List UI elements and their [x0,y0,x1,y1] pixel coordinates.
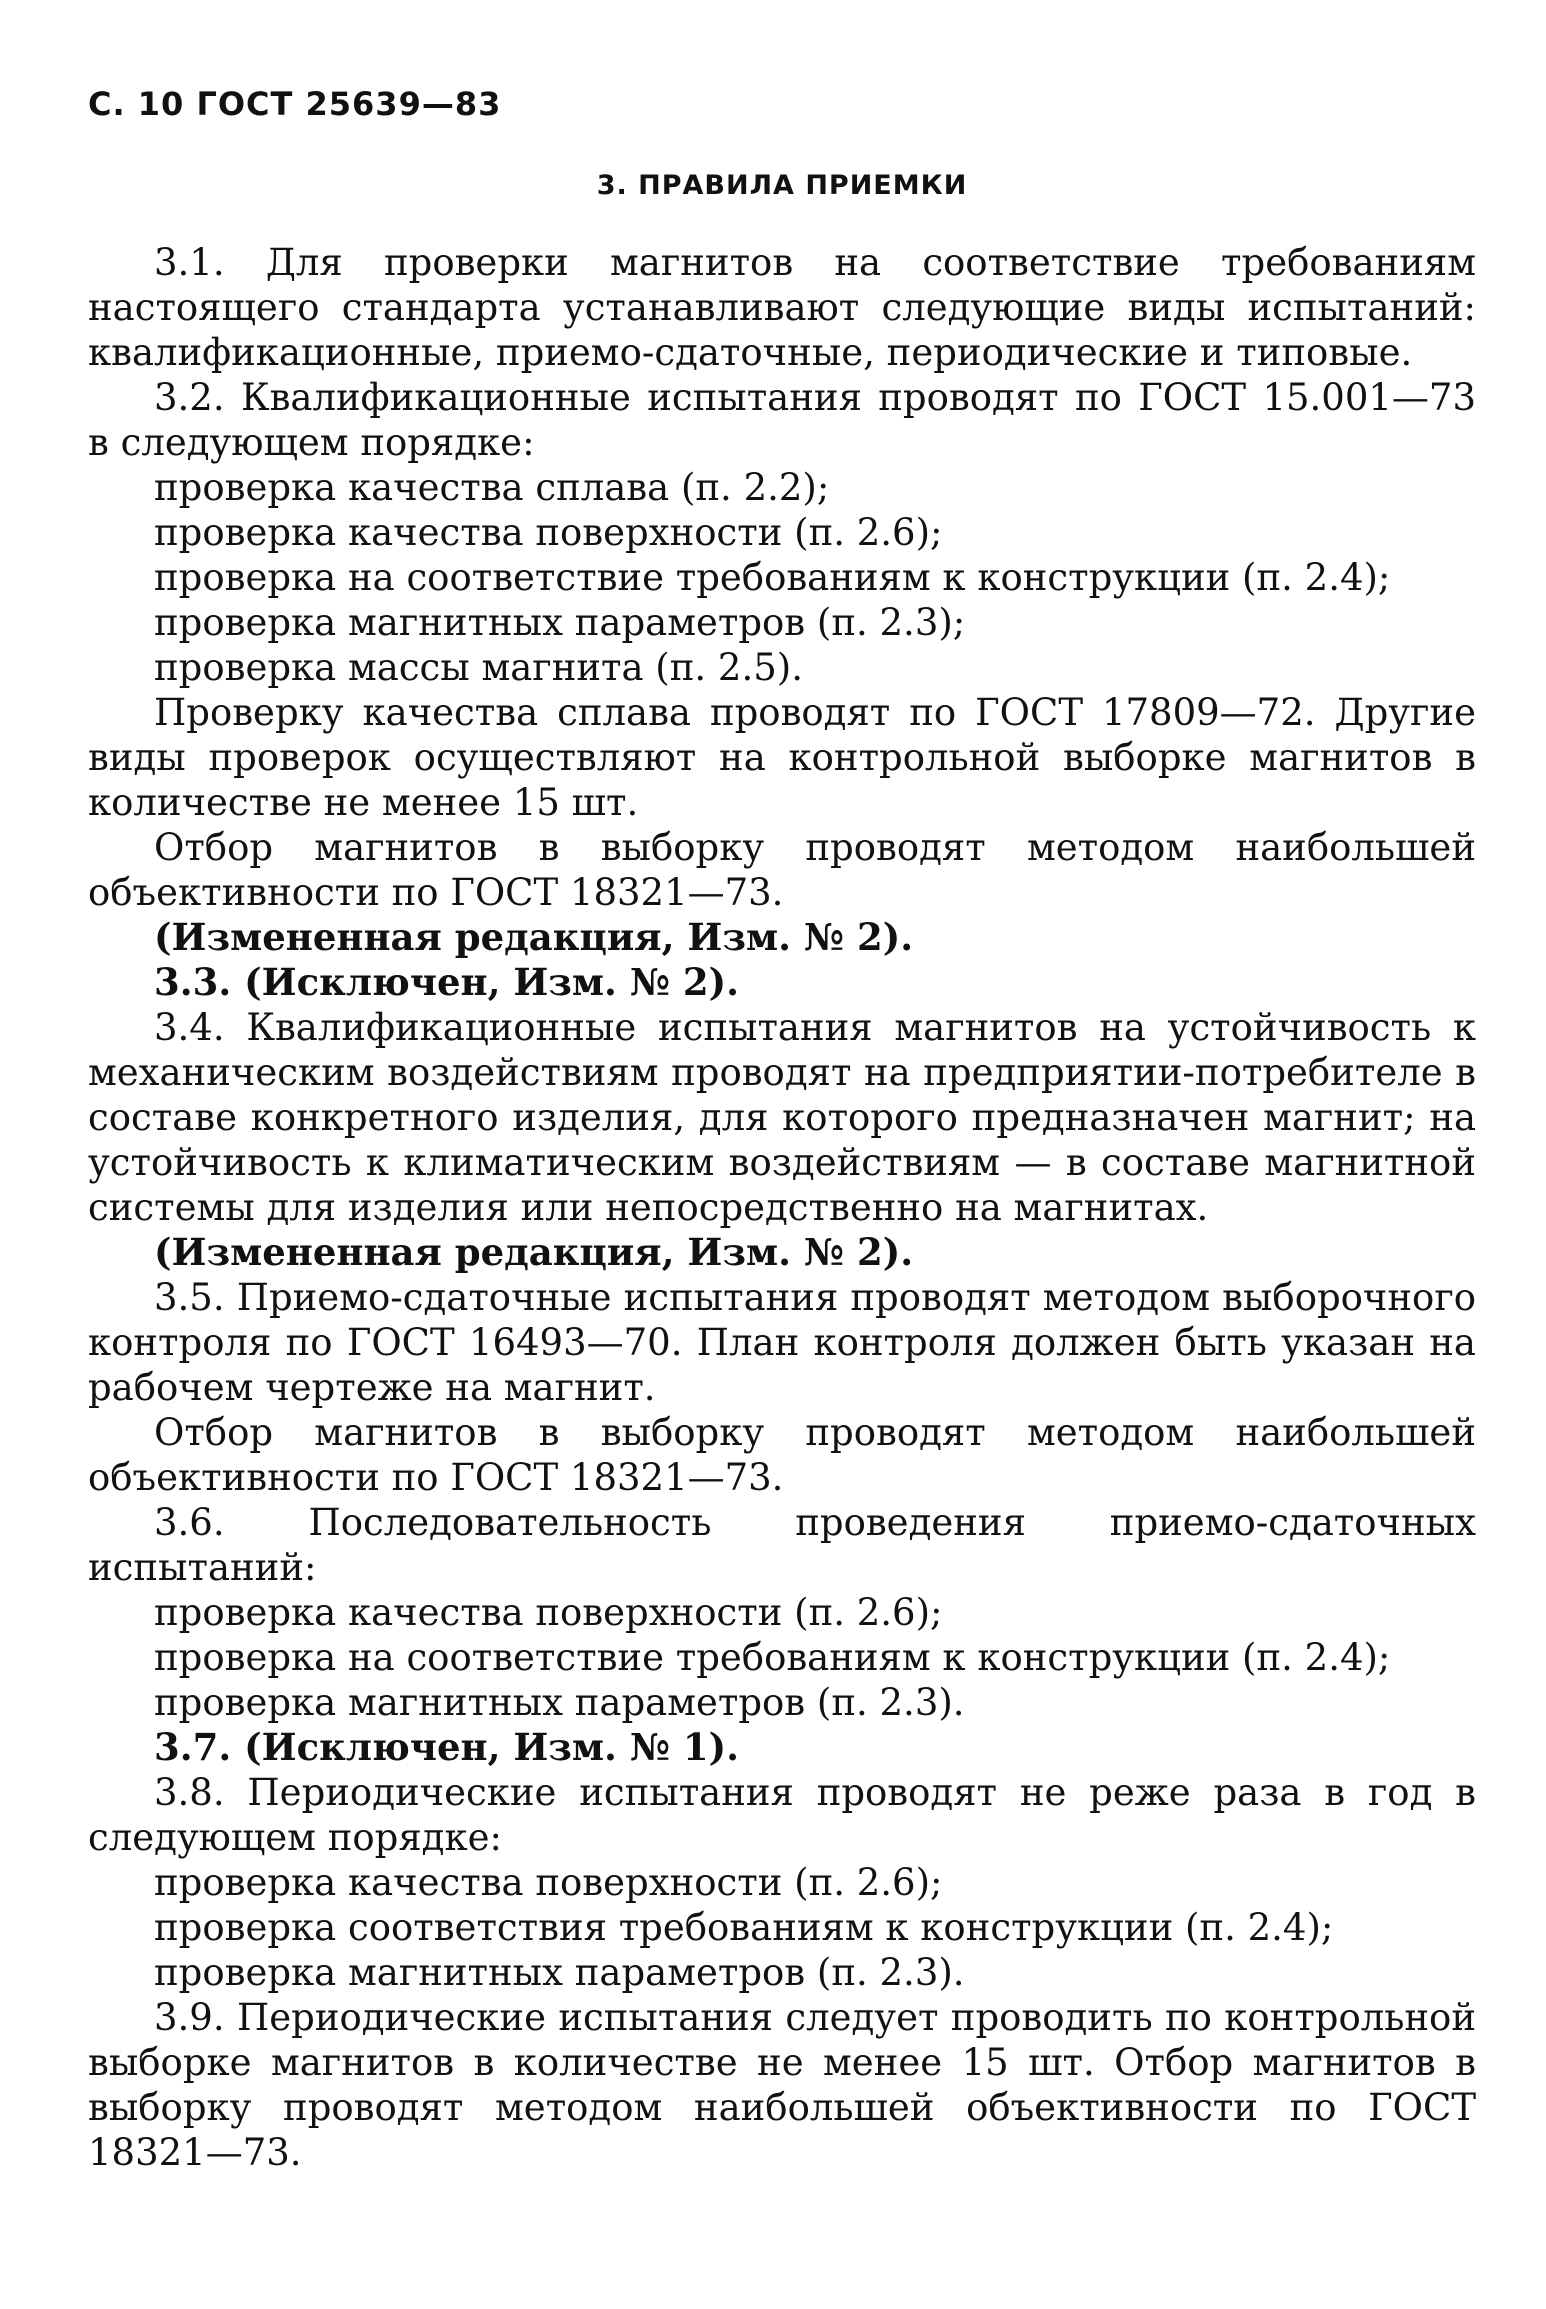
clause-3-2-paragraph: Проверку качества сплава проводят по ГОСТ 17809—72. Другие виды проверок осуществляют на контрольной выборке магнитов в количестве не менее 15 шт. [88,691,1476,824]
list-item: проверка магнитных параметров (п. 2.3); [154,601,966,644]
amendment-note: (Измененная редакция, Изм. № 2). [154,915,914,959]
list-item: проверка качества сплава (п. 2.2); [154,466,830,509]
list-item: проверка массы магнита (п. 2.5). [154,646,803,689]
list-item: проверка качества поверхности (п. 2.6); [154,1591,943,1634]
clause-3-1: 3.1. Для проверки магнитов на соответствие требованиям настоящего стандарта устанавливают следующие виды испытаний: квалификационные, приемо-сдаточные, периодические и типовые. [88,241,1476,374]
clause-3-5-sampling: Отбор магнитов в выборку проводят методом наибольшей объективности по ГОСТ 18321—73. [88,1411,1476,1499]
running-head: С. 10 ГОСТ 25639—83 [88,85,502,123]
section-title: 3. ПРАВИЛА ПРИЕМКИ [596,170,968,201]
clause-3-8: 3.8. Периодические испытания проводят не реже раза в год в следующем порядке: [88,1771,1476,1859]
clause-3-7: 3.7. (Исключен, Изм. № 1). [154,1725,740,1769]
clause-3-4: 3.4. Квалификационные испытания магнитов на устойчивость к механическим воздействиям проводят на предприятии-потребителе в составе конкретного изделия, для которого предназначен магнит; на устойчивость к климатическим воздействиям — в составе магнитной системы для изделия или непосредственно на магнитах. [88,1006,1476,1229]
list-item: проверка на соответствие требованиям к конструкции (п. 2.4); [154,556,1391,599]
clause-3-3-text: 3.3. (Исключен, Изм. № 2). [154,960,740,1004]
clause-3-6: 3.6. Последовательность проведения приемо-сдаточных испытаний: [88,1501,1476,1589]
clause-3-2: 3.2. Квалификационные испытания проводят по ГОСТ 15.001—73 в следующем порядке: [88,376,1476,464]
list-item: проверка качества поверхности (п. 2.6); [154,1861,943,1904]
document-page [88,78,1476,2175]
list-item: проверка магнитных параметров (п. 2.3). [154,1951,965,1994]
amendment-note: (Измененная редакция, Изм. № 2). [154,1230,914,1274]
list-item: проверка на соответствие требованиям к конструкции (п. 2.4); [154,1636,1391,1679]
list-item: проверка качества поверхности (п. 2.6); [154,511,943,554]
clause-3-9: 3.9. Периодические испытания следует проводить по контрольной выборке магнитов в количестве не менее 15 шт. Отбор магнитов в выборку проводят методом наибольшей объективности по ГОСТ 18321—73. [88,1996,1476,2174]
clause-3-3 [88,960,1476,1005]
list-item: проверка магнитных параметров (п. 2.3). [154,1681,965,1724]
clause-3-2-sampling: Отбор магнитов в выборку проводят методом наибольшей объективности по ГОСТ 18321—73. [88,826,1476,914]
list-item: проверка соответствия требованиям к конструкции (п. 2.4); [154,1906,1334,1949]
section-body [88,240,1476,2175]
clause-3-5: 3.5. Приемо-сдаточные испытания проводят методом выборочного контроля по ГОСТ 16493—70. План контроля должен быть указан на рабочем чертеже на магнит. [88,1276,1476,1409]
